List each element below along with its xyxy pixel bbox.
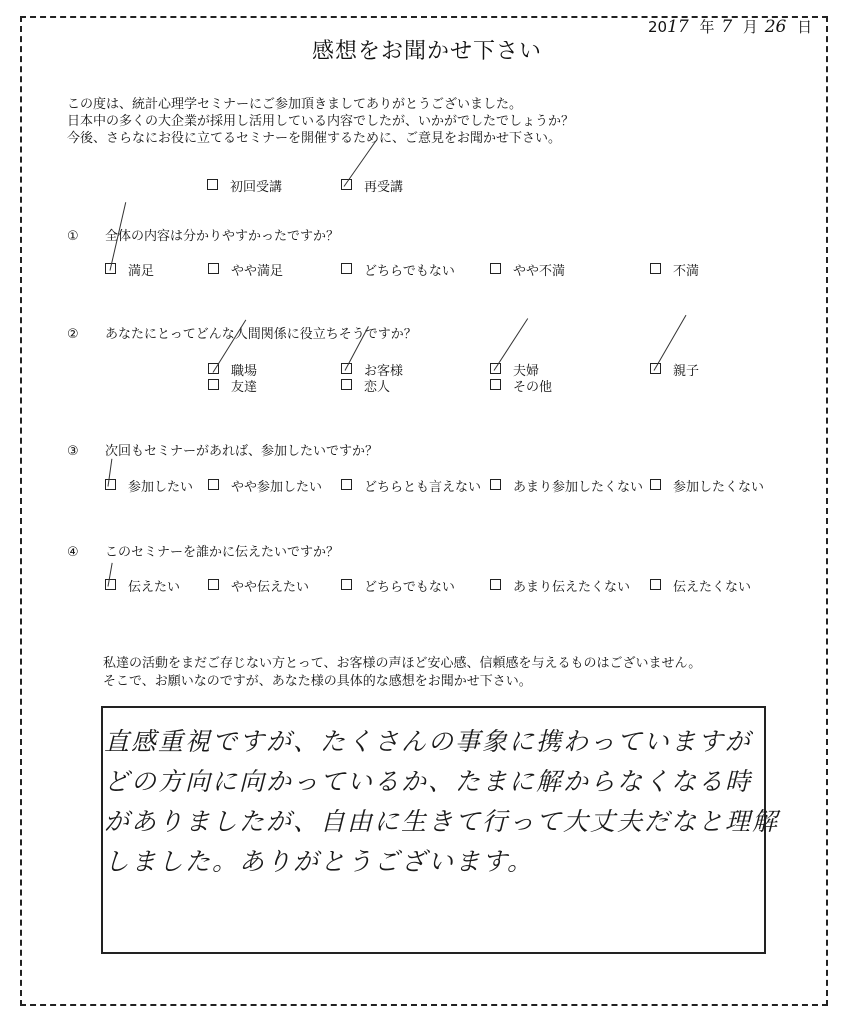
q1-option-dissatisfied[interactable]: [650, 260, 699, 279]
q2-option-friends[interactable]: [208, 376, 257, 395]
option-label: やや参加したい: [231, 480, 323, 495]
option-repeat[interactable]: [341, 176, 403, 195]
q4-option-want-to-share[interactable]: [105, 576, 180, 595]
q3-option-undecided[interactable]: [341, 476, 481, 495]
q4-option-neutral[interactable]: [341, 576, 455, 595]
intro-line: 今後、さらなにお役に立てるセミナーを開催するために、ご意見をお聞かせ下さい。: [67, 131, 562, 146]
option-first-time[interactable]: [207, 176, 282, 195]
checkbox[interactable]: [341, 579, 352, 590]
date-year-unit: 年: [699, 18, 715, 36]
date-month-unit: 月: [742, 18, 758, 36]
checkbox[interactable]: [490, 379, 501, 390]
comment-request: [103, 655, 701, 691]
checkbox[interactable]: [341, 263, 352, 274]
question-text: 次回もセミナーがあれば、参加したいですか？: [105, 444, 379, 459]
option-label: 再受講: [364, 180, 404, 195]
option-label: やや不満: [513, 264, 566, 279]
checkbox[interactable]: [208, 263, 219, 274]
question-number: ③: [67, 444, 79, 459]
checkbox[interactable]: [207, 179, 218, 190]
checkbox[interactable]: [341, 479, 352, 490]
option-label: どちらでもない: [364, 580, 455, 595]
notice-line: そこで、お願いなのですが、あなた様の具体的な感想をお聞かせ下さい。: [103, 674, 532, 689]
option-label: 親子: [673, 364, 700, 379]
date-era: 20: [648, 18, 668, 36]
option-label: 友達: [231, 380, 258, 395]
checkbox[interactable]: [208, 479, 219, 490]
q4-option-not-much[interactable]: [490, 576, 630, 595]
checkbox[interactable]: [208, 579, 219, 590]
date-year: 17: [667, 17, 689, 37]
date-month: 7: [721, 17, 733, 37]
checkbox[interactable]: [490, 479, 501, 490]
comment-line: 直感重視ですが、たくさんの事象に携わっていますが: [104, 727, 752, 756]
q1-option-neutral[interactable]: [341, 260, 455, 279]
checkbox[interactable]: [208, 379, 219, 390]
checkbox[interactable]: [341, 379, 352, 390]
option-label: 不満: [673, 264, 700, 279]
checkbox[interactable]: [105, 579, 116, 590]
option-label: 夫婦: [513, 364, 540, 379]
checkbox[interactable]: [490, 579, 501, 590]
q3-option-not-much[interactable]: [490, 476, 643, 495]
question-1: [67, 225, 339, 244]
question-text: 全体の内容は分かりやすかったですか？: [105, 229, 340, 244]
q4-option-somewhat-share[interactable]: [208, 576, 309, 595]
option-label: やや満足: [231, 264, 284, 279]
option-label: あまり参加したくない: [513, 480, 644, 495]
option-label: どちらとも言えない: [364, 480, 482, 495]
option-label: どちらでもない: [364, 264, 455, 279]
option-label: 伝えたい: [128, 580, 181, 595]
question-number: ②: [67, 327, 79, 342]
intro-line: この度は、統計心理学セミナーにご参加頂きましてありがとうございました。: [67, 97, 523, 112]
intro-text: [67, 96, 574, 147]
q3-option-want-to-attend[interactable]: [105, 476, 193, 495]
q3-option-do-not-want[interactable]: [650, 476, 764, 495]
q1-option-somewhat-satisfied[interactable]: [208, 260, 283, 279]
question-number: ①: [67, 229, 79, 244]
intro-line: 日本中の多くの大企業が採用し活用している内容でしたが、いかがでしたでしょうか？: [67, 114, 575, 129]
question-4: [67, 541, 339, 560]
option-label: やや伝えたい: [231, 580, 310, 595]
option-label: 参加したい: [128, 480, 194, 495]
comment-line: がありましたが、自由に生きて行って大丈夫だなと理解: [104, 807, 780, 836]
q2-option-lover[interactable]: [341, 376, 390, 395]
option-label: 初回受講: [230, 180, 283, 195]
q2-option-other[interactable]: [490, 376, 552, 395]
date-day: 26: [764, 17, 787, 37]
question-text: あなたにとってどんな人間関係に役立ちそうですか？: [105, 327, 417, 342]
checkbox[interactable]: [490, 263, 501, 274]
option-label: あまり伝えたくない: [513, 580, 631, 595]
q3-option-somewhat-want[interactable]: [208, 476, 322, 495]
option-label: 職場: [231, 364, 258, 379]
question-text: このセミナーを誰かに伝えたいですか？: [105, 545, 340, 560]
date-day-unit: 日: [797, 18, 813, 36]
option-label: 伝えたくない: [673, 580, 752, 595]
comment-line: しました。ありがとうございます。: [104, 847, 535, 876]
option-label: 満足: [128, 264, 155, 279]
checkbox[interactable]: [650, 263, 661, 274]
question-3: [67, 440, 378, 459]
q1-option-somewhat-dissatisfied[interactable]: [490, 260, 565, 279]
page-title: 感想をお聞かせ下さい: [311, 39, 542, 64]
option-label: 参加したくない: [673, 480, 765, 495]
option-label: お客様: [364, 364, 404, 379]
question-number: ④: [67, 545, 79, 560]
option-label: その他: [513, 380, 553, 395]
checkbox[interactable]: [650, 579, 661, 590]
checkbox[interactable]: [650, 479, 661, 490]
q1-option-satisfied[interactable]: [105, 260, 154, 279]
comment-line: どの方向に向かっているか、たまに解からなくなる時: [104, 767, 753, 796]
option-label: 恋人: [364, 380, 391, 395]
q4-option-do-not-share[interactable]: [650, 576, 751, 595]
notice-line: 私達の活動をまだご存じない方とって、お客様の声ほど安心感、信頼感を与えるものはございません。: [103, 656, 702, 671]
